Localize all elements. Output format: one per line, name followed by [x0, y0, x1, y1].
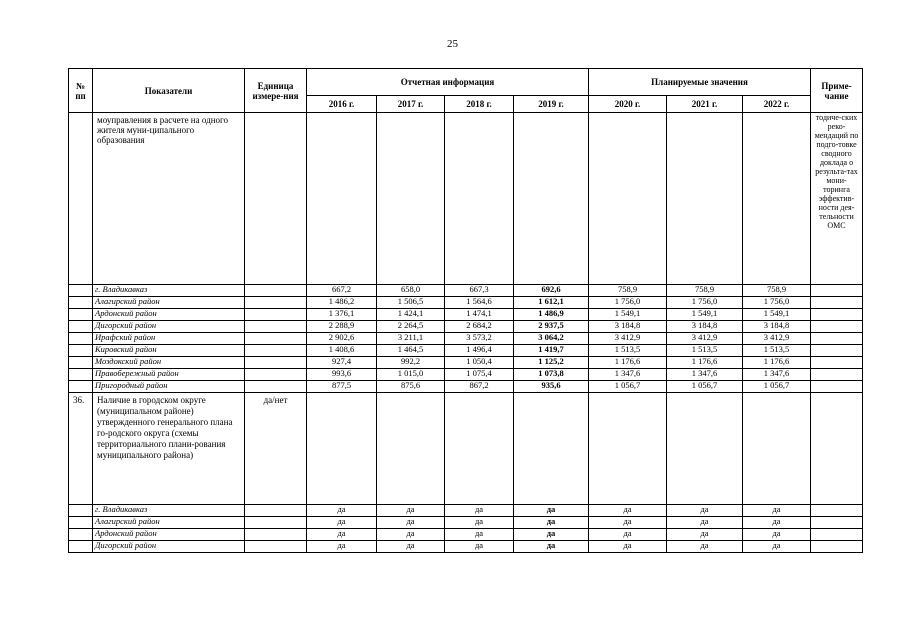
district-row	[69, 357, 863, 369]
value-cell: 867,2	[445, 381, 514, 393]
value-cell: да	[743, 517, 811, 529]
value-cell: 1 050,4	[445, 357, 514, 369]
value-cell: да	[307, 541, 377, 553]
value-cell: 992,2	[377, 357, 445, 369]
header-planned: Планируемые значения	[589, 69, 811, 96]
district-row	[69, 541, 863, 553]
value-cell: 758,9	[667, 285, 743, 297]
value-cell: да	[377, 529, 445, 541]
value-cell: 1 549,1	[589, 309, 667, 321]
value-cell: 1 015,0	[377, 369, 445, 381]
value-cell: 1 176,6	[589, 357, 667, 369]
value-cell: да	[743, 541, 811, 553]
value-cell: 1 549,1	[667, 309, 743, 321]
value-cell: 993,6	[307, 369, 377, 381]
value-cell: 927,4	[307, 357, 377, 369]
value-cell: 1 474,1	[445, 309, 514, 321]
value-cell: 1 506,5	[377, 297, 445, 309]
value-cell: да	[445, 529, 514, 541]
value-cell: да	[667, 505, 743, 517]
value-cell: 3 184,8	[743, 321, 811, 333]
value-cell: да	[514, 541, 589, 553]
value-cell: 1 176,6	[667, 357, 743, 369]
value-cell: 3 573,2	[445, 333, 514, 345]
value-cell: 1 564,6	[445, 297, 514, 309]
value-cell: 1 496,4	[445, 345, 514, 357]
value-cell: 3 412,9	[589, 333, 667, 345]
value-cell: да	[589, 505, 667, 517]
value-cell: да	[514, 517, 589, 529]
district-name: Правобережный район	[93, 369, 245, 381]
district-name: Пригородный район	[93, 381, 245, 393]
header-year: 2016 г.	[307, 96, 377, 113]
value-cell: да	[377, 505, 445, 517]
value-cell: 667,2	[307, 285, 377, 297]
value-cell: 1 347,6	[743, 369, 811, 381]
value-cell: да	[667, 541, 743, 553]
header-num: № пп	[69, 69, 93, 113]
value-cell: да	[743, 529, 811, 541]
value-cell: 1 056,7	[667, 381, 743, 393]
value-cell: да	[589, 541, 667, 553]
value-cell: 2 902,6	[307, 333, 377, 345]
district-row	[69, 517, 863, 529]
value-cell: да	[307, 505, 377, 517]
district-row	[69, 505, 863, 517]
value-cell: 1 125,2	[514, 357, 589, 369]
value-cell: да	[514, 529, 589, 541]
district-name: г. Владикавказ	[93, 505, 245, 517]
value-cell: 692,6	[514, 285, 589, 297]
value-cell: да	[589, 517, 667, 529]
value-cell: 3 064,2	[514, 333, 589, 345]
district-row	[69, 321, 863, 333]
district-name: Дигорский район	[93, 321, 245, 333]
value-cell: да	[377, 541, 445, 553]
district-name: Ирафский район	[93, 333, 245, 345]
page-number: 25	[447, 38, 458, 50]
value-cell: 1 612,1	[514, 297, 589, 309]
indicators-table	[68, 68, 863, 553]
value-cell: 935,6	[514, 381, 589, 393]
value-cell: 2 937,5	[514, 321, 589, 333]
value-cell: 875,6	[377, 381, 445, 393]
value-cell: 1 549,1	[743, 309, 811, 321]
district-name: Кировский район	[93, 345, 245, 357]
value-cell: 1 513,5	[667, 345, 743, 357]
value-cell: да	[667, 529, 743, 541]
value-cell: 1 075,4	[445, 369, 514, 381]
value-cell: 667,3	[445, 285, 514, 297]
value-cell: 758,9	[589, 285, 667, 297]
value-cell: 658,0	[377, 285, 445, 297]
value-cell: 3 412,9	[667, 333, 743, 345]
indicator-label: Наличие в городском округе (муниципальном районе) утвержденного генерального плана го-родского округа (схемы территориального плани-рования муниципального района)	[93, 393, 245, 505]
value-cell: 2 288,9	[307, 321, 377, 333]
value-cell: 1 486,9	[514, 309, 589, 321]
district-row	[69, 529, 863, 541]
value-cell: 1 073,8	[514, 369, 589, 381]
row-number: 36.	[69, 393, 93, 505]
value-cell: да	[445, 517, 514, 529]
value-cell: 1 419,7	[514, 345, 589, 357]
value-cell: 3 412,9	[743, 333, 811, 345]
value-cell: 1 376,1	[307, 309, 377, 321]
value-cell: 2 264,5	[377, 321, 445, 333]
value-cell: 1 756,0	[743, 297, 811, 309]
value-cell: 3 211,1	[377, 333, 445, 345]
value-cell: 877,5	[307, 381, 377, 393]
header-year: 2018 г.	[445, 96, 514, 113]
value-cell: да	[307, 517, 377, 529]
value-cell: да	[377, 517, 445, 529]
value-cell: 1 486,2	[307, 297, 377, 309]
value-cell: 1 424,1	[377, 309, 445, 321]
value-cell: 1 176,6	[743, 357, 811, 369]
value-cell: 758,9	[743, 285, 811, 297]
value-cell: да	[589, 529, 667, 541]
district-name: Ардонский район	[93, 309, 245, 321]
district-row	[69, 369, 863, 381]
value-cell: да	[445, 505, 514, 517]
unit-cell: да/нет	[245, 393, 307, 505]
value-cell: 1 056,7	[743, 381, 811, 393]
value-cell: 1 056,7	[589, 381, 667, 393]
value-cell: да	[743, 505, 811, 517]
district-name: Дигорский район	[93, 541, 245, 553]
district-name: Ардонский район	[93, 529, 245, 541]
district-row	[69, 381, 863, 393]
value-cell: 1 513,5	[743, 345, 811, 357]
value-cell: 3 184,8	[589, 321, 667, 333]
district-row	[69, 297, 863, 309]
header-year: 2021 г.	[667, 96, 743, 113]
header-unit: Единица измере-ния	[245, 69, 307, 113]
district-row	[69, 285, 863, 297]
district-name: г. Владикавказ	[93, 285, 245, 297]
value-cell: 1 756,0	[667, 297, 743, 309]
value-cell: 1 464,5	[377, 345, 445, 357]
indicator-row-36	[69, 393, 863, 505]
continued-label: моуправления в расчете на одного жителя муни-ципального образования	[93, 113, 245, 285]
header-year: 2020 г.	[589, 96, 667, 113]
header-note: Приме-чание	[811, 69, 863, 113]
value-cell: да	[514, 505, 589, 517]
value-cell: 1 347,6	[667, 369, 743, 381]
district-name: Алагирский район	[93, 517, 245, 529]
value-cell: да	[445, 541, 514, 553]
value-cell: да	[307, 529, 377, 541]
header-reported: Отчетная информация	[307, 69, 589, 96]
district-name: Моздокский район	[93, 357, 245, 369]
value-cell: 1 347,6	[589, 369, 667, 381]
value-cell: 1 408,6	[307, 345, 377, 357]
continued-row	[69, 113, 863, 285]
value-cell: 1 756,0	[589, 297, 667, 309]
district-row	[69, 309, 863, 321]
district-row	[69, 333, 863, 345]
value-cell: 1 513,5	[589, 345, 667, 357]
header-year: 2022 г.	[743, 96, 811, 113]
district-row	[69, 345, 863, 357]
value-cell: да	[667, 517, 743, 529]
header-indicators: Показатели	[93, 69, 245, 113]
district-name: Алагирский район	[93, 297, 245, 309]
value-cell: 2 684,2	[445, 321, 514, 333]
continued-note: тодиче-ских реко-мендаций по подго-товке сводного доклада о результа-тах мони-торинга эффектив-ности дея-тельности ОМС	[811, 113, 863, 285]
value-cell: 3 184,8	[667, 321, 743, 333]
header-year: 2017 г.	[377, 96, 445, 113]
header-year: 2019 г.	[514, 96, 589, 113]
